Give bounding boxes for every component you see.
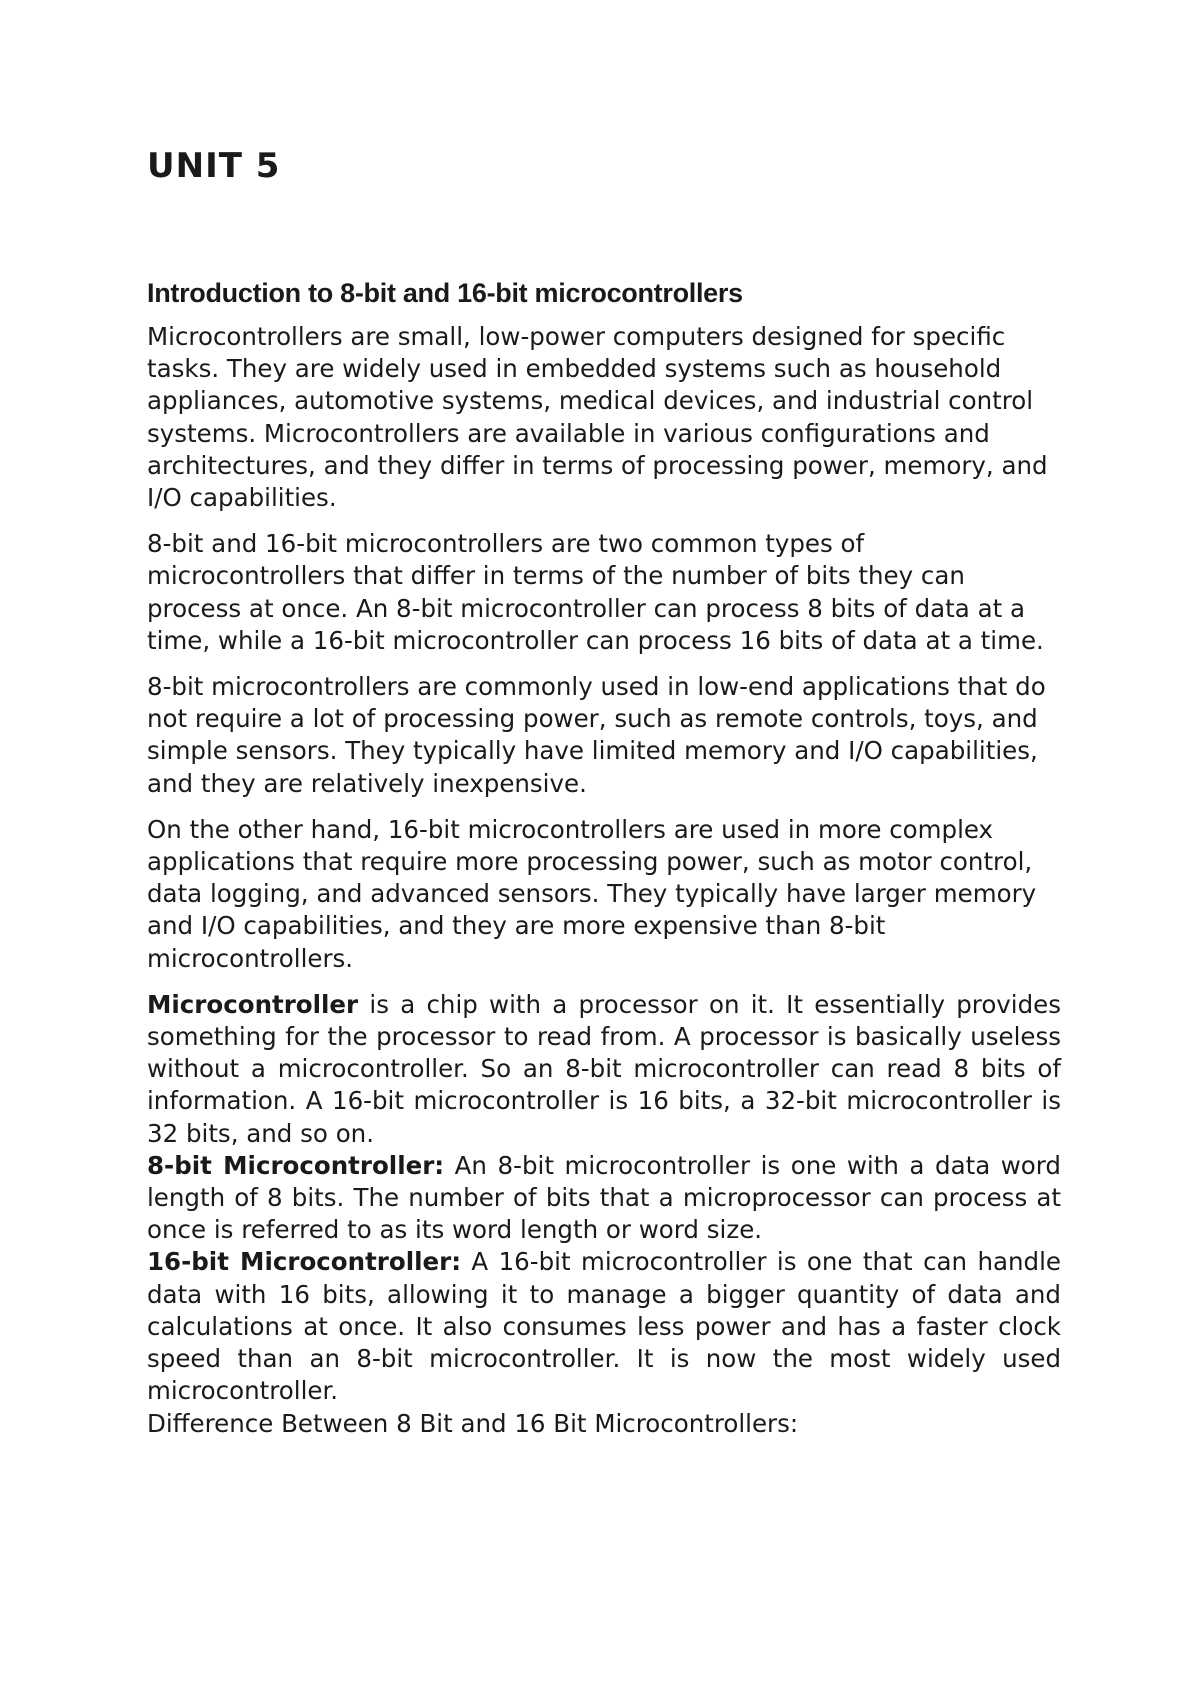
section-heading: Introduction to 8-bit and 16-bit microcontrollers bbox=[147, 278, 743, 308]
definition-term: 16-bit Microcontroller: bbox=[147, 1247, 461, 1277]
unit-title: UNIT 5 bbox=[147, 146, 281, 186]
paragraph-8bit-uses: 8-bit microcontrollers are commonly used in low-end applications that do not require a lot of processing power, such as remote controls, toys, and simple sensors. They typically have limited memory and I/O capabilities, and they are relatively inexpensive. bbox=[147, 672, 1046, 798]
definition-term: 8-bit Microcontroller: bbox=[147, 1150, 445, 1180]
paragraph-intro: Microcontrollers are small, low-power computers designed for specific tasks. They are widely used in embedded systems such as household appliances, automotive systems, medical devices, and industrial control systems. Microcontrollers are available in various configurations and architectures, and they differ in terms of processing power, memory, and I/O capabilities. bbox=[147, 322, 1048, 513]
paragraph-types: 8-bit and 16-bit microcontrollers are two common types of microcontrollers that differ in terms of the number of bits they can process at once. An 8-bit microcontroller can process 8 bits of data at a time, while a 16-bit microcontroller can process 16 bits of data at a time. bbox=[147, 529, 1044, 655]
closing-line: Difference Between 8 Bit and 16 Bit Microcontrollers: bbox=[147, 1408, 799, 1438]
definition-16bit bbox=[147, 1246, 1061, 1407]
definition-term: Microcontroller bbox=[147, 989, 359, 1019]
definition-text: A 16-bit microcontroller is one that can handle data with 16 bits, allowing it to manage a bigger quantity of data and calculations at once. It also consumes less power and has a faster clock speed than an 8-bit microcontroller. It is now the most widely used microcontroller. bbox=[147, 1247, 1061, 1406]
definition-text: is a chip with a processor on it. It essentially provides something for the processor to read from. A processor is basically useless without a microcontroller. So an 8-bit microcontroller can read 8 bits of information. A 16-bit microcontroller is 16 bits, a 32-bit microcontroller is 32 bits, and so on. bbox=[147, 989, 1061, 1148]
definition-8bit bbox=[147, 1150, 1061, 1247]
definition-microcontroller bbox=[147, 989, 1061, 1150]
paragraph-16bit-uses: On the other hand, 16-bit microcontrollers are used in more complex applications that require more processing power, such as motor control, data logging, and advanced sensors. They typically have larger memory and I/O capabilities, and they are more expensive than 8-bit microcontrollers. bbox=[147, 814, 1037, 973]
definition-text: An 8-bit microcontroller is one with a data word length of 8 bits. The number of bits that a microprocessor can process at once is referred to as its word length or word size. bbox=[147, 1150, 1061, 1245]
page-content bbox=[147, 143, 1061, 1440]
